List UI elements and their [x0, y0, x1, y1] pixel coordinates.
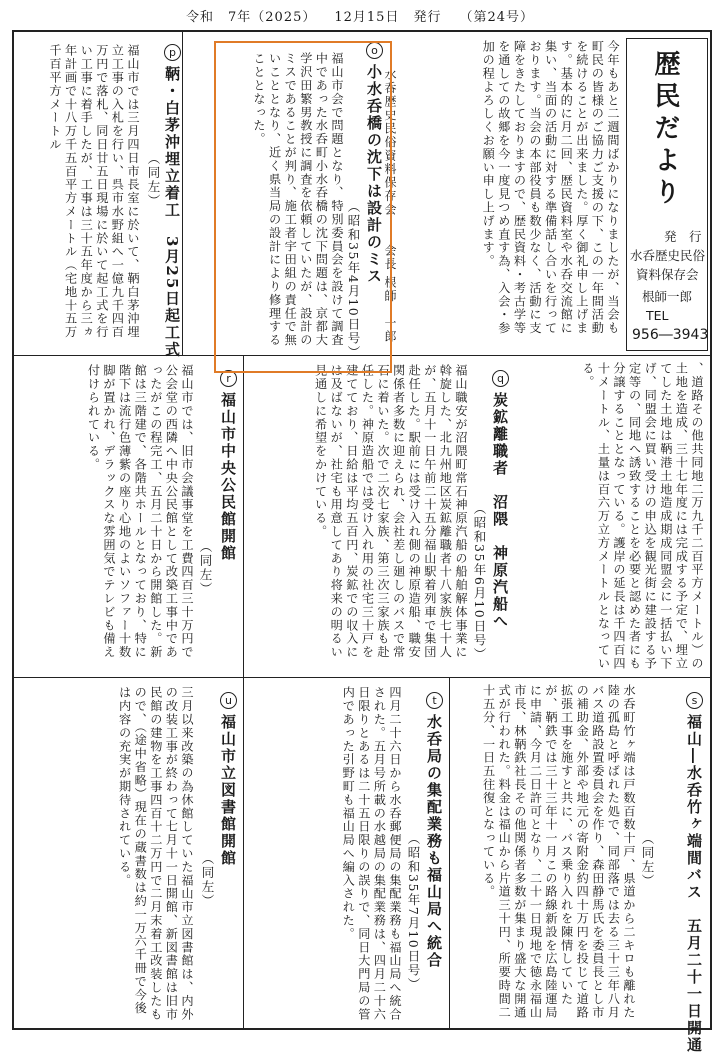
- masthead-publish-label: 発 行: [664, 229, 702, 244]
- article-p-body: 福山市では三月四日市長室に於いて、鞆白茅沖埋立工事の入札を行い、呉市水野組へ一億九千四百万円で落札、同日廿五日現場に於いて起工式を行い工事に着手したが、工事は三十五年度から三ヵ年計画で十八万千五百平方メートル（宅地十五万千百平方メートル: [48, 44, 140, 339]
- masthead-tel-number: 956―3943: [632, 327, 709, 343]
- article-r-date: （同左）: [198, 540, 213, 596]
- article-t-title: 水呑局の集配業務も福山局へ統合: [425, 714, 443, 969]
- article-u-title: 福山市立図書館開館: [219, 714, 237, 867]
- article-p-title: 鞆・白茅沖埋立着工 3月25日起工式: [163, 66, 181, 359]
- article-r-mark: r: [220, 370, 237, 387]
- article-r-title: 福山市中央公民館開館: [219, 392, 237, 562]
- column-divider-mid: [243, 355, 244, 677]
- article-s-date: （同左）: [640, 832, 655, 888]
- article-r-body: 福山市では、旧市会議事堂を工費四百三十万円で公会堂の西隣へ中央公民館として改築工事中であったがこの程完工、五月二十日から開館した。新館は三階建で、各階共ホールとなっており、特に階下は流行色薄紫の座り心地のよいソファー十数脚が置かれ、デラックスな雰囲気でテレビも備え付けられている。: [86, 364, 194, 659]
- article-p-mark: p: [164, 44, 181, 61]
- article-q-date: （昭和35年6月10日号）: [472, 502, 487, 662]
- issue-header: [0, 0, 720, 30]
- article-u-date: （同左）: [200, 852, 215, 908]
- masthead-tel-label: TEL: [646, 308, 669, 323]
- article-u-body: 三月以来改築の為休館していた福山市立図書館は、内外の改装工事が終わって七月十一日開館、新図書館は旧市民館の建物を工事四百十二万円で二月末着工改装したもので、（途中省略）現在の蔵書数は約一万六千冊で今後は内容の充実が期待されている。: [117, 686, 194, 1021]
- article-s-body: 水呑町竹ヶ端は戸数百数十戸、県道から二キロも離れた陸の孤島と呼ばれた処で、同部落では去る三十三年八月バス道路設置委員会を作り、森田静馬氏を委員長とし市の補助金、外部や地元の寄附金約四十万円を投じて道路拡張工事を施すと共に、バス乗り入れを陳情していたが、鞆鉄では三十三年十一月この路線新設を広島陸運局に申請、今月二日許可となり、二十一日現地で徳永福山市長、林鞆鉄社長その他関係者多数が集まり盛大な開通式が行われた。料金は福山から片道三十円、所要時間二十五分、一日五往復となっている。: [481, 684, 636, 1019]
- article-q-mark: q: [492, 370, 509, 387]
- intro-text: 今年もあと二週間ばかりになりましたが、当会も町民の皆様のご協力ご支援の下、この一年間活動を続けることが出来ました。厚く御礼申し上げます。基本的に月二回、歴民資料室や水呑交流館に集い、当面の活動に対する準備話し合いを行っております。当会の本部役員も数少なく、活動に支障をきたしておりますので、歴民資料・考古学等を通しての故郷を今一度見つめ直す為、入会・参加の程よろしくお願い申し上げます。: [481, 40, 620, 335]
- article-o-title: 小水呑橋の沈下は設計のミス: [365, 64, 383, 285]
- column-divider-bottom-2: [449, 677, 450, 1028]
- masthead-title: 歴民だより: [650, 50, 680, 210]
- article-s-title: 福山―水呑竹ヶ端間バス 五月二十一日開通: [685, 714, 703, 1054]
- article-p-date: （同左）: [146, 152, 161, 208]
- article-t-mark: t: [426, 692, 443, 709]
- column-divider-bottom-1: [243, 677, 244, 1028]
- article-u-mark: u: [220, 692, 237, 709]
- article-t-body: 四月二十六日から水呑郵便局の集配業務も福山局へ統合された。五月号所載の水越局の集配業務は、四月二十六日限りとあるは二十五日限りの誤りで、同日大門局の管内であった引野町も福山局へ編入された。: [341, 686, 402, 1021]
- intro-signer-role: 会長: [383, 244, 397, 271]
- article-q-body: 福山職安が沼隈町常石神原汽船の船舶解体事業に斡旋した、北九州地区炭鉱離職者十八家族七十人が、五月十一日午前二十五分福山駅着列車で集団赴任した。駅前には受け入れ側の神原造船、職安関係者多数に迎えられ、会社差し廻しのバスで常石に着いた。次で二次七家族、第三次三家族も赴任した。神原造船では受け入れ用の社宅三十戸を建てており、日給は平均五百円、炭鉱での収入には及ばないが、社宅も用意してあり将来の明るい見通しに希望をかけている。: [313, 364, 468, 659]
- highlight-box: [214, 41, 392, 373]
- header-date: 12月15日 発行: [334, 9, 442, 25]
- article-p-body-continued: 、道路その他共同地二万九千二百平方メートル）の土地を造成、三十七年度には完成する予定で、埋立てした土地は鞆港土地造成期成同盟会に一括払い下げ、同盟会に買い受けの申込を観光街に建設する予定等の、同地へ誘致することを必要と認めた者にも分譲することとなっている。護岸の延長は千四百四十メートル、土量は百六万立方メートルとなっている。: [580, 362, 704, 671]
- header-era: 令和 7年（2025）: [186, 9, 317, 25]
- article-q-title: 炭鉱離職者 沼隈 神原汽船へ: [491, 392, 509, 630]
- row-divider-2: [14, 677, 710, 678]
- masthead-publisher-2: 資料保存会: [636, 267, 699, 282]
- article-t-date: （昭和35年7月10日号）: [406, 832, 421, 992]
- header-issue: （第24号）: [459, 9, 534, 25]
- article-o-body: 福山市会で問題となり、特別委員会を設けて調査中であった水呑町小水呑橋の沈下問題は、京都大学沢田繁男教授に調査を依頼していたが、設計のミスであることが判り、施工者宇田組の責任で無いこととなり、近く県当局の設計により修理することとなった。: [252, 52, 344, 347]
- article-o-date: （昭和35年4月10日号）: [346, 200, 361, 360]
- masthead-contact: 根師一郎: [642, 289, 693, 304]
- article-s-mark: s: [686, 692, 703, 709]
- article-o-mark: o: [366, 42, 383, 59]
- masthead-publisher-1: 水呑歴史民俗: [630, 248, 706, 263]
- intro-signer-name: 根師 一郎: [383, 276, 397, 344]
- column-divider-top-1: [182, 32, 183, 355]
- intro-org: 水呑歴史民俗資料保存会: [383, 68, 397, 217]
